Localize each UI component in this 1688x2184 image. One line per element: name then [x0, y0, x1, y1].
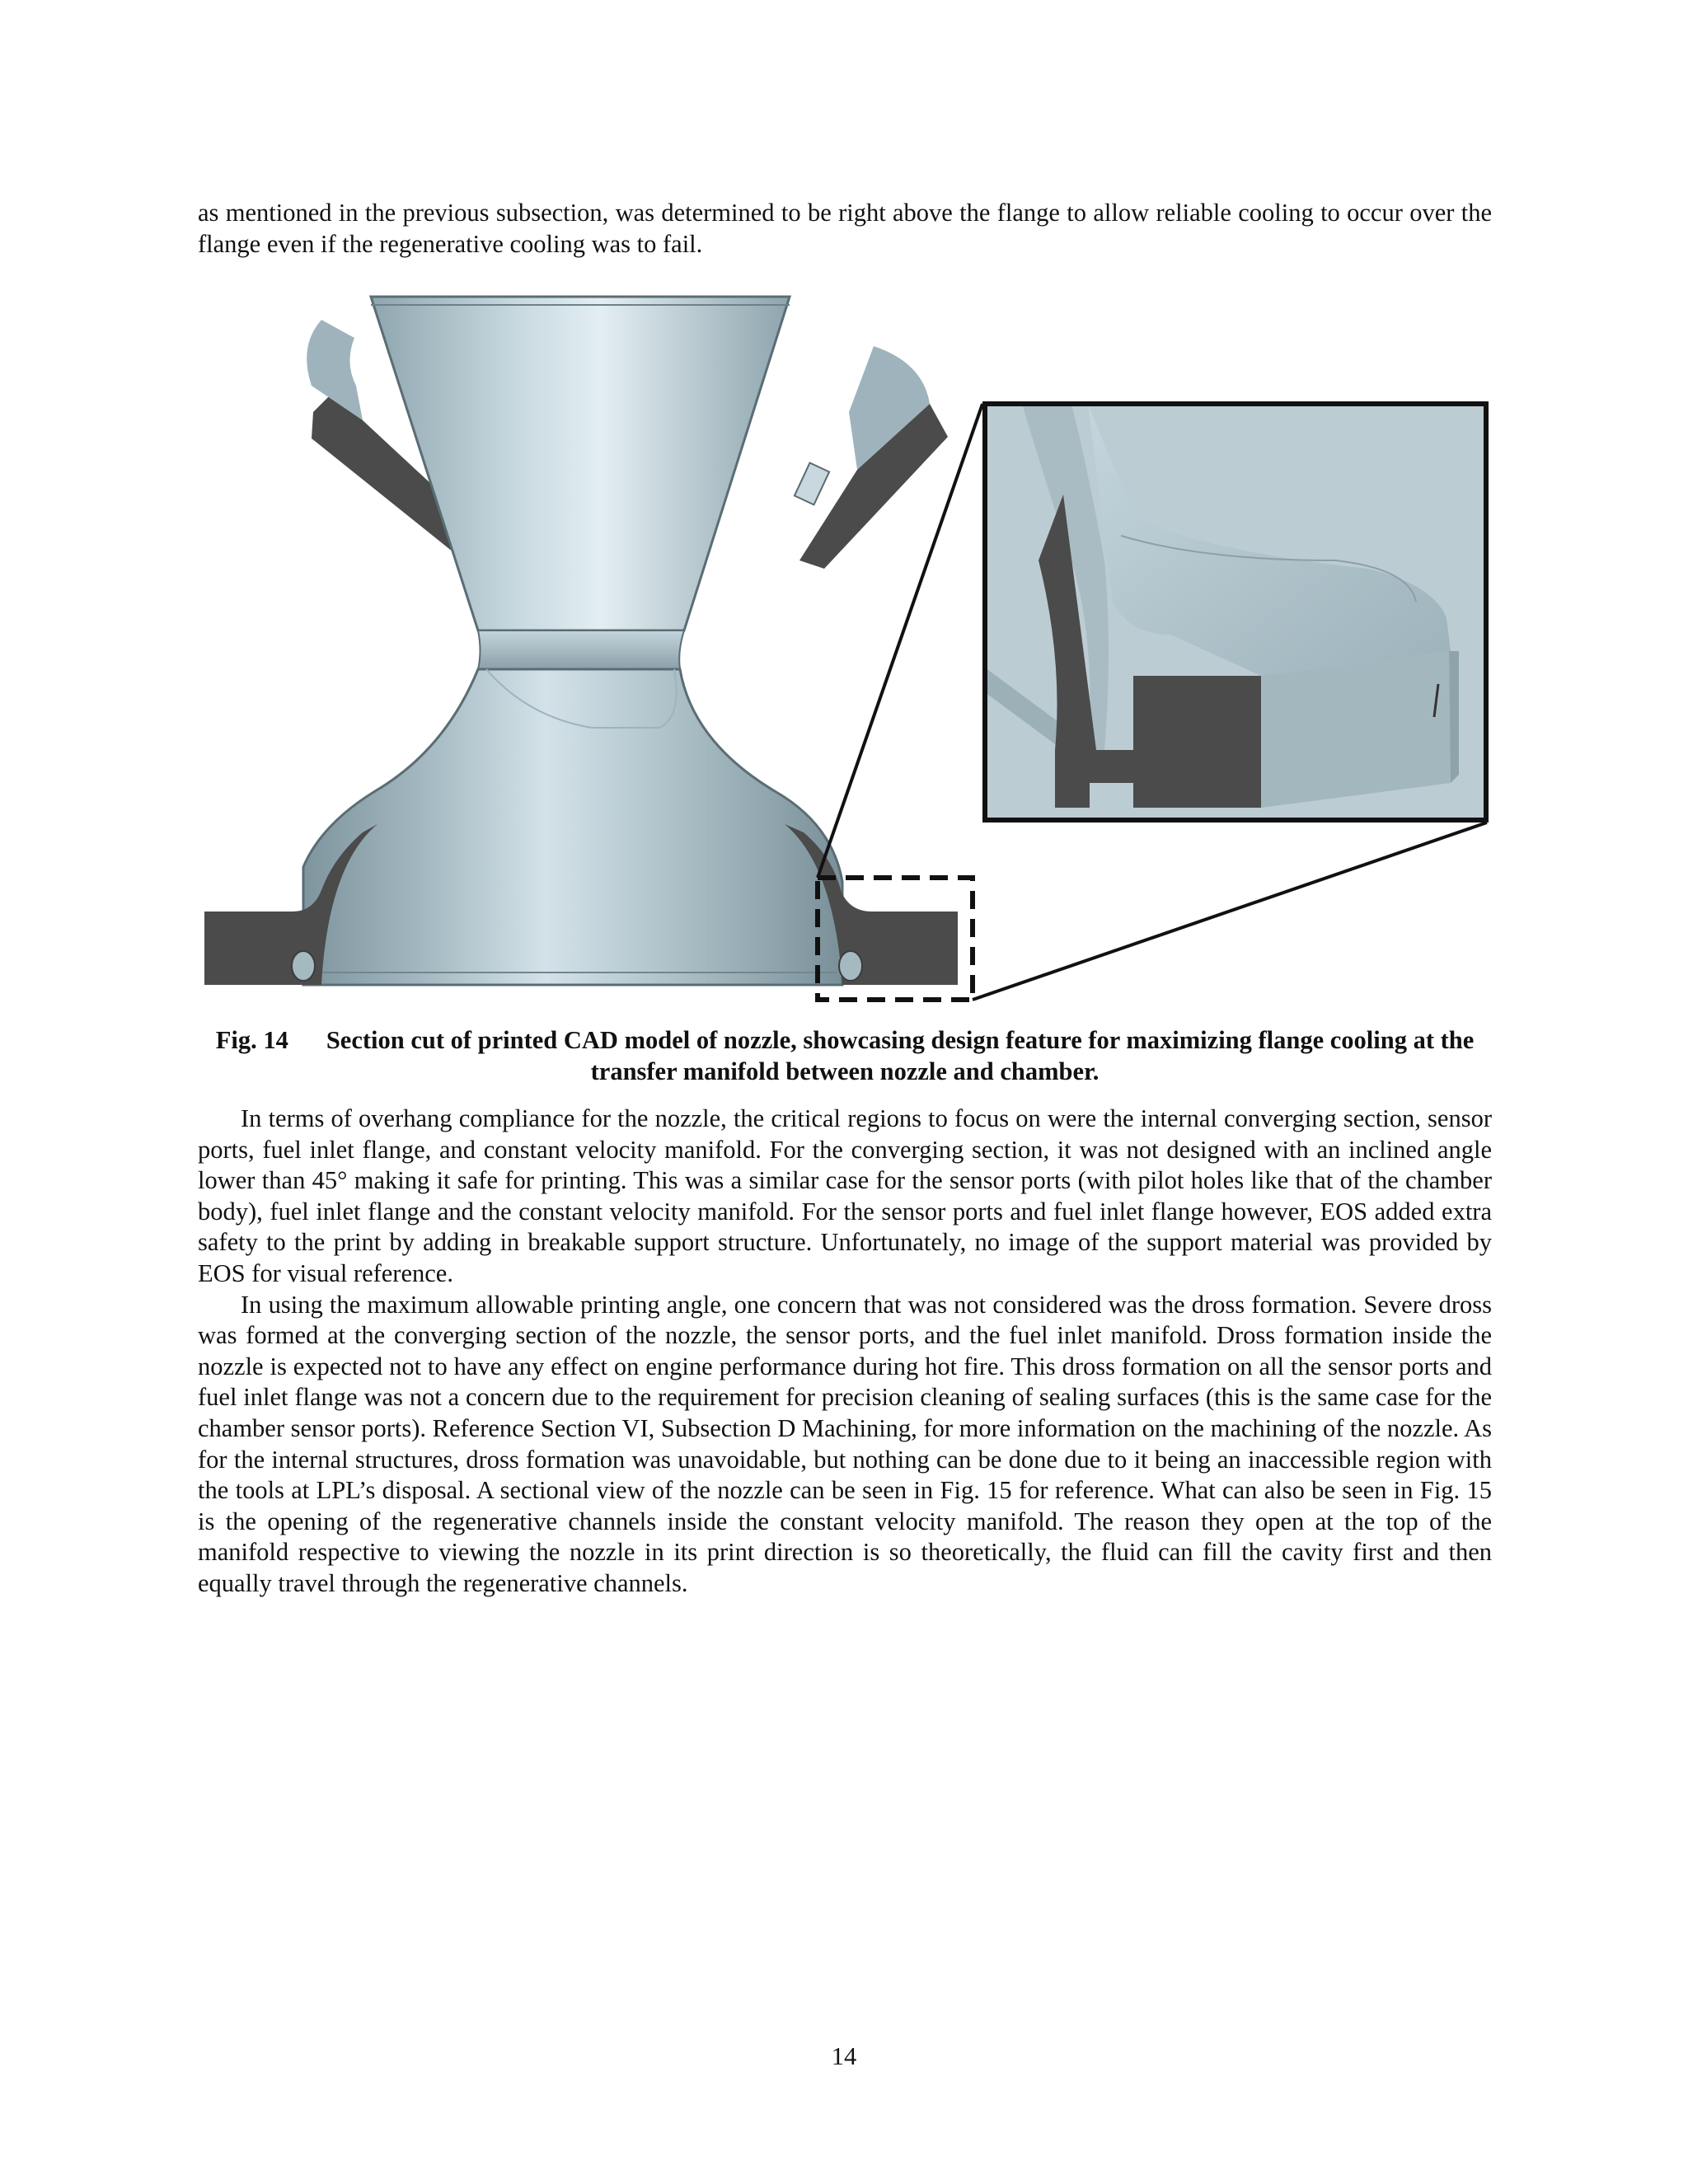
- paragraph-dross-formation: In using the maximum allowable printing angle, one concern that was not considered was the dross formation. Severe dross was formed at the converging section of the nozzle, the sensor ports, and the fuel inlet manifold. Dross formation inside the nozzle is expected not to have any effect on engine performance during hot fire. This dross formation on all the sensor ports and fuel inlet flange was not a concern due to the requirement for precision cleaning of sealing surfaces (this is the same case for the chamber sensor ports). Reference Section VI, Subsection D Machining, for more information on the machining of the nozzle. As for the internal structures, dross formation was unavoidable, but nothing can be done due to it being an inaccessible region with the tools at LPL’s disposal. A sectional view of the nozzle can be seen in Fig. 15 for reference. What can also be seen in Fig. 15 is the opening of the regenerative channels inside the constant velocity manifold. The reason they open at the top of the manifold respective to viewing the nozzle in its print direction is so theoretically, the fluid can fill the cavity first and then equally travel through the regenerative channels.: [198, 1290, 1492, 1597]
- paragraph-overhang-compliance: In terms of overhang compliance for the nozzle, the critical regions to focus on were the internal converging section, sensor ports, fuel inlet flange, and constant velocity manifold. For the converging section, it was not designed with an inclined angle lower than 45° making it safe for printing. This was a similar case for the sensor ports (with pilot holes like that of the chamber body), fuel inlet flange and the constant velocity manifold. For the sensor ports and fuel inlet flange however, EOS added extra safety to the print by adding in breakable support structure. Unfortunately, no image of the support material was provided by EOS for visual reference.: [198, 1104, 1492, 1287]
- nozzle-section-figure: [198, 288, 1492, 1014]
- figure-caption-text: Section cut of printed CAD model of nozzle, showcasing design feature for maximizing flange cooling at the transfer manifold between nozzle and chamber.: [326, 1026, 1475, 1085]
- figure-caption: [198, 1024, 1492, 1087]
- figure-label: Fig. 14: [215, 1026, 288, 1054]
- converging-section: [371, 297, 790, 630]
- diverging-bell: [303, 669, 842, 985]
- body-text: [198, 1104, 1492, 1600]
- zoom-detail-panel: [985, 404, 1486, 820]
- intro-paragraph-text: as mentioned in the previous subsection, was determined to be right above the flange to allow reliable cooling to occur over the flange even if the regenerative cooling was to fail.: [198, 199, 1492, 258]
- nozzle-cad-illustration: [198, 288, 1492, 1014]
- throat: [478, 630, 684, 669]
- intro-paragraph: [198, 198, 1492, 260]
- page-number: 14: [831, 2042, 857, 2070]
